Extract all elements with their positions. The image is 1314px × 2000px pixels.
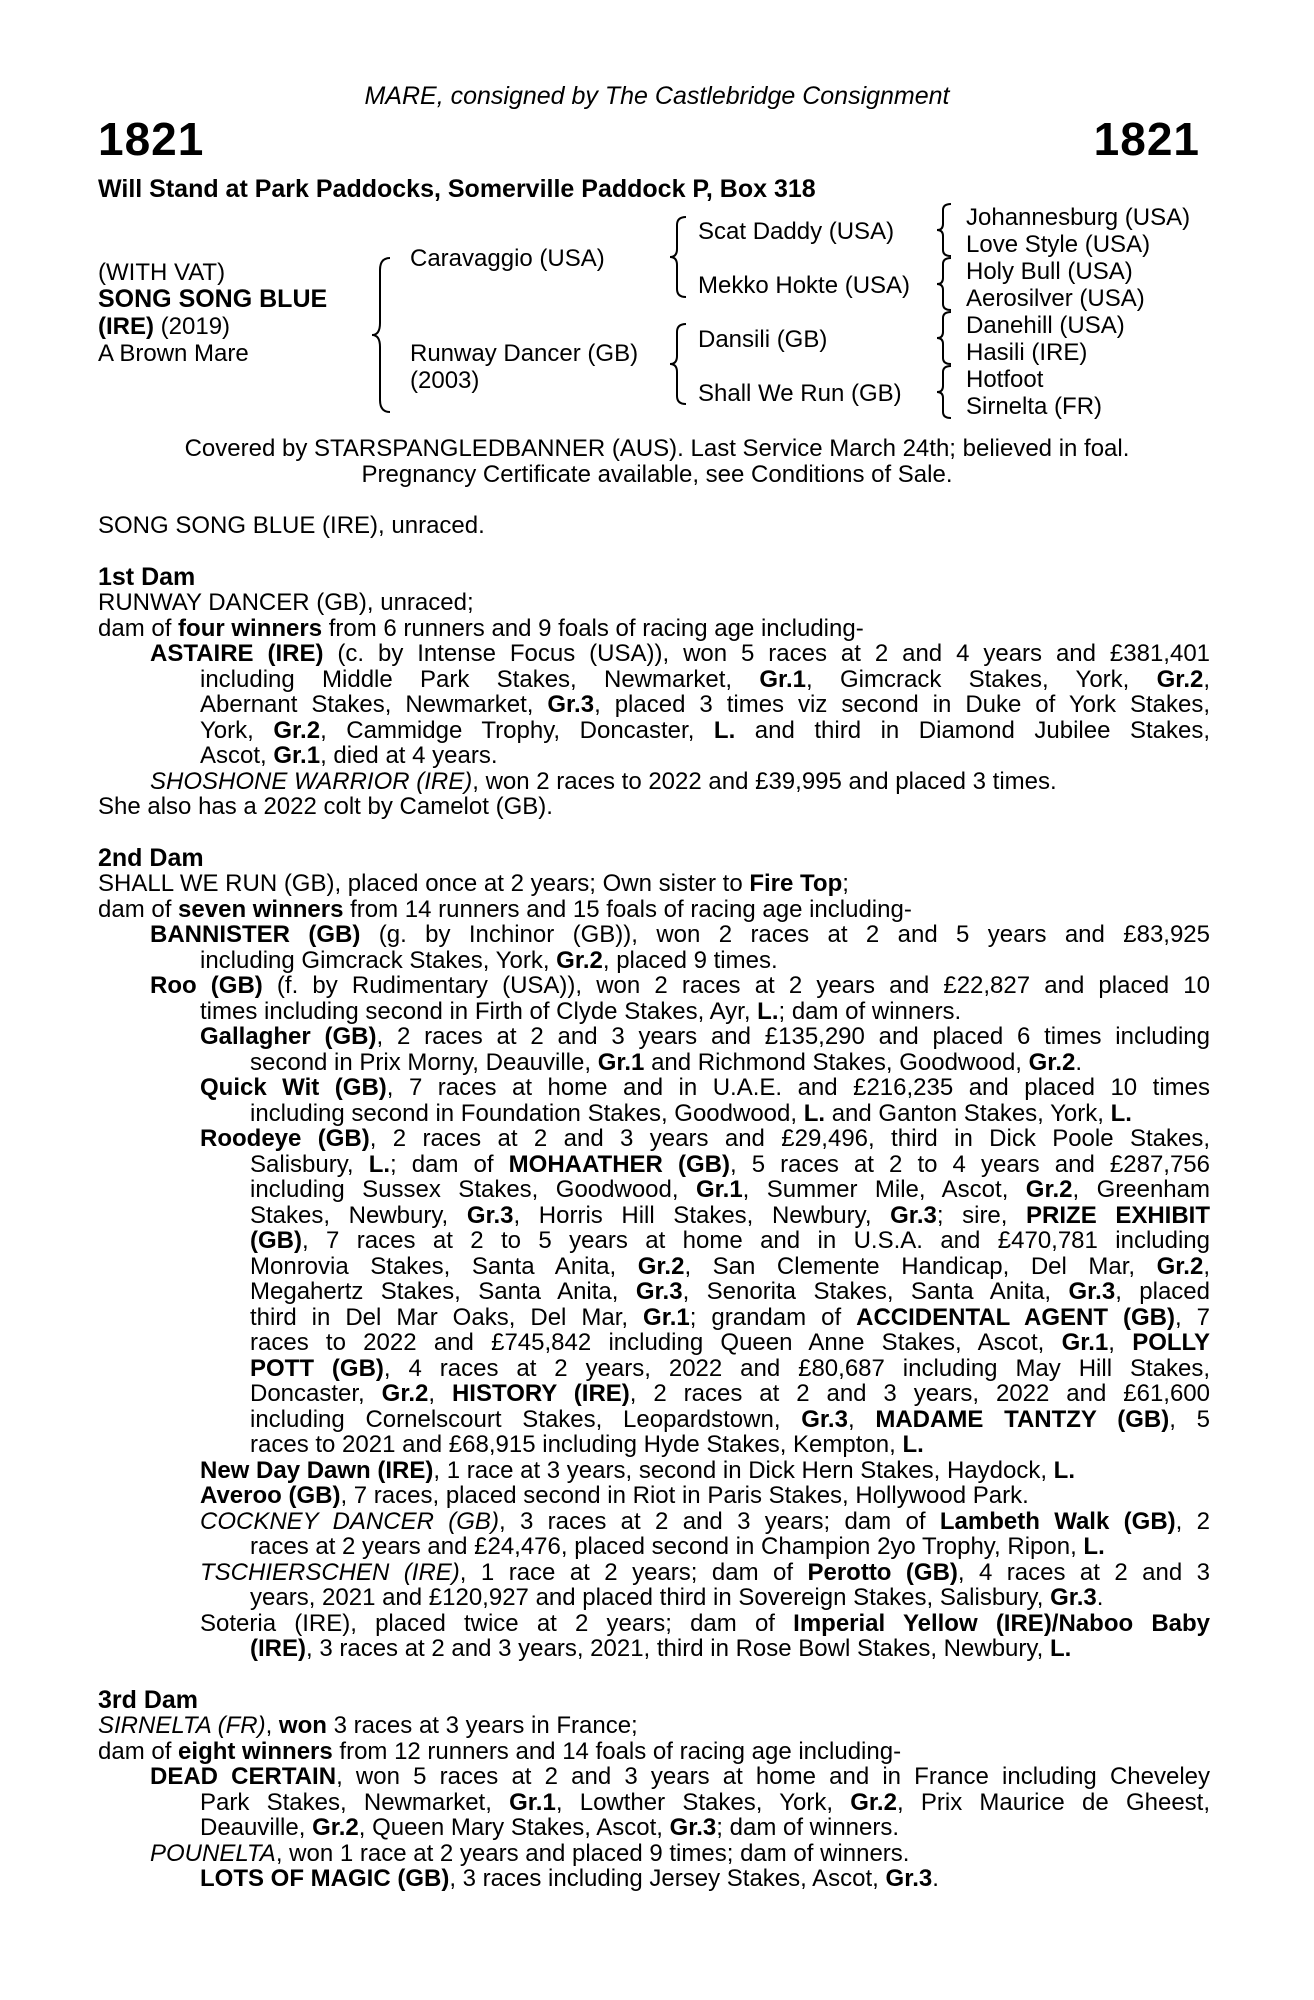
pedigree-ssd: Love Style (USA) <box>966 231 1151 258</box>
soteria-entry-line2: (IRE), 3 races at 2 and 3 years, 2021, third in Rose Bowl Stakes, Newbury, L. <box>250 1635 1072 1662</box>
horse-name: SONG SONG BLUE <box>98 285 328 313</box>
pedigree-brace-dam <box>668 322 690 406</box>
astaire-entry-line5: Ascot, Gr.1, died at 4 years. <box>200 742 498 769</box>
intro-line: SONG SONG BLUE (IRE), unraced. <box>98 512 485 539</box>
roodeye-entry-line8: third in Del Mar Oaks, Del Mar, Gr.1; grandam of ACCIDENTAL AGENT (GB), 7 <box>250 1303 1210 1331</box>
roodeye-entry-line6: Monrovia Stakes, Santa Anita, Gr.2, San Clemente Handicap, Del Mar, Gr.2, <box>250 1252 1210 1280</box>
pedigree-sire-dam: Mekko Hokte (USA) <box>698 272 911 299</box>
roo-entry-line2: times including second in Firth of Clyde Stakes, Ayr, L.; dam of winners. <box>200 997 962 1025</box>
roodeye-entry-line5: (GB), 7 races at 2 to 5 years at home and in U.S.A. and £470,781 including <box>250 1227 1210 1254</box>
bannister-entry-line2: including Gimcrack Stakes, York, Gr.2, placed 9 times. <box>200 946 778 974</box>
dead-certain-entry-line3: Deauville, Gr.2, Queen Mary Stakes, Ascot, Gr.3; dam of winners. <box>200 1814 900 1841</box>
pedigree-sdd: Aerosilver (USA) <box>966 285 1145 312</box>
astaire-entry-line4: York, Gr.2, Cammidge Trophy, Doncaster, L. and third in Diamond Jubilee Stakes, <box>200 716 1211 744</box>
tschierschen-entry-line2: years, 2021 and £120,927 and placed third in Sovereign Stakes, Salisbury, Gr.3. <box>250 1584 1104 1611</box>
dead-certain-entry: DEAD CERTAIN, won 5 races at 2 and 3 years at home and in France including Cheveley <box>150 1763 1210 1790</box>
roodeye-entry-line3: including Sussex Stakes, Goodwood, Gr.1, Summer Mile, Ascot, Gr.2, Greenham <box>250 1176 1210 1203</box>
third-dam-heading: 3rd Dam <box>98 1685 199 1714</box>
stand-location: Will Stand at Park Paddocks, Somerville Paddock P, Box 318 <box>98 175 816 203</box>
roodeye-entry: Roodeye (GB), 2 races at 2 and 3 years and £29,496, third in Dick Poole Stakes, <box>200 1125 1210 1152</box>
horse-origin-year: (IRE) (2019) <box>98 313 231 340</box>
second-dam-record: dam of seven winners from 14 runners and 15 foals of racing age including- <box>98 895 912 923</box>
vat-label: (WITH VAT) <box>98 259 226 286</box>
lot-number-right: 1821 <box>1093 113 1200 165</box>
pedigree-sss: Johannesburg (USA) <box>966 204 1191 231</box>
first-dam-heading: 1st Dam <box>98 562 196 591</box>
tschierschen-entry: TSCHIERSCHEN (IRE), 1 race at 2 years; dam of Perotto (GB), 4 races at 2 and 3 <box>200 1558 1211 1586</box>
roodeye-entry-line2: Salisbury, L.; dam of MOHAATHER (GB), 5 races at 2 to 4 years and £287,756 <box>250 1150 1210 1178</box>
second-dam-heading: 2nd Dam <box>98 843 204 872</box>
gallagher-entry-line2: second in Prix Morny, Deauville, Gr.1 and Richmond Stakes, Goodwood, Gr.2. <box>250 1048 1083 1076</box>
pedigree-ddd: Sirnelta (FR) <box>966 393 1103 420</box>
pounelta-entry: POUNELTA, won 1 race at 2 years and placed 9 times; dam of winners. <box>150 1839 910 1867</box>
pedigree-sds: Holy Bull (USA) <box>966 258 1133 285</box>
second-dam-line: SHALL WE RUN (GB), placed once at 2 years; Own sister to Fire Top; <box>98 870 849 897</box>
pregnancy-note: Pregnancy Certificate available, see Conditions of Sale. <box>361 461 953 488</box>
gallagher-entry: Gallagher (GB), 2 races at 2 and 3 years and £135,290 and placed 6 times including <box>200 1023 1211 1050</box>
pedigree-brace-dd <box>935 364 955 420</box>
pedigree-dam: Runway Dancer (GB) <box>410 340 639 367</box>
pedigree-dam-year: (2003) <box>410 367 480 394</box>
third-dam-record: dam of eight winners from 12 runners and 14 foals of racing age including- <box>98 1737 902 1765</box>
roodeye-entry-line9: races to 2022 and £745,842 including Queen Anne Stakes, Ascot, Gr.1, POLLY <box>250 1329 1211 1356</box>
soteria-entry: Soteria (IRE), placed twice at 2 years; dam of Imperial Yellow (IRE)/Naboo Baby <box>200 1609 1211 1637</box>
pedigree-sire-sire: Scat Daddy (USA) <box>698 218 895 245</box>
quick-wit-entry: Quick Wit (GB), 7 races at home and in U.A.E. and £216,235 and placed 10 times <box>200 1074 1210 1101</box>
pedigree-dss: Danehill (USA) <box>966 312 1125 339</box>
pedigree-dsd: Hasili (IRE) <box>966 339 1088 366</box>
pedigree-brace-sire <box>668 215 690 299</box>
cockney-dancer-entry: COCKNEY DANCER (GB), 3 races at 2 and 3 years; dam of Lambeth Walk (GB), 2 <box>200 1507 1210 1535</box>
roodeye-entry-line12: including Cornelscourt Stakes, Leopardstown, Gr.3, MADAME TANTZY (GB), 5 <box>250 1405 1210 1433</box>
roodeye-entry-line7: Megahertz Stakes, Santa Anita, Gr.3, Senorita Stakes, Santa Anita, Gr.3, placed <box>250 1278 1211 1305</box>
lot-number-left: 1821 <box>98 113 205 165</box>
pedigree-brace-main <box>370 255 396 415</box>
roodeye-entry-line4: Stakes, Newbury, Gr.3, Horris Hill Stakes, Newbury, Gr.3; sire, PRIZE EXHIBIT <box>250 1201 1210 1229</box>
astaire-entry: ASTAIRE (IRE) (c. by Intense Focus (USA)), won 5 races at 2 and 4 years and £381,401 <box>150 640 1211 667</box>
pedigree-dds: Hotfoot <box>966 366 1044 393</box>
roodeye-entry-line10: POTT (GB), 4 races at 2 years, 2022 and £80,687 including May Hill Stakes, <box>250 1354 1210 1382</box>
roo-entry: Roo (GB) (f. by Rudimentary (USA)), won 2 races at 2 years and £22,827 and placed 10 <box>150 972 1210 999</box>
pedigree-dam-sire: Dansili (GB) <box>698 326 828 353</box>
first-dam-line: RUNWAY DANCER (GB), unraced; <box>98 589 474 616</box>
lots-of-magic-entry: LOTS OF MAGIC (GB), 3 races including Jersey Stakes, Ascot, Gr.3. <box>200 1865 939 1892</box>
roodeye-entry-line13: races to 2021 and £68,915 including Hyde Stakes, Kempton, L. <box>250 1431 924 1458</box>
pedigree-dam-dam: Shall We Run (GB) <box>698 380 902 407</box>
first-dam-also: She also has a 2022 colt by Camelot (GB). <box>98 793 553 820</box>
covered-note: Covered by STARSPANGLEDBANNER (AUS). Last Service March 24th; believed in foal. <box>184 435 1130 462</box>
roodeye-entry-line11: Doncaster, Gr.2, HISTORY (IRE), 2 races at 2 and 3 years, 2022 and £61,600 <box>250 1380 1211 1407</box>
new-day-dawn-entry: New Day Dawn (IRE), 1 race at 3 years, second in Dick Hern Stakes, Haydock, L. <box>200 1456 1075 1484</box>
dead-certain-entry-line2: Park Stakes, Newmarket, Gr.1, Lowther Stakes, York, Gr.2, Prix Maurice de Gheest, <box>200 1788 1210 1816</box>
astaire-entry-line2: including Middle Park Stakes, Newmarket, Gr.1, Gimcrack Stakes, York, Gr.2, <box>200 665 1211 693</box>
pedigree-sire: Caravaggio (USA) <box>410 245 605 272</box>
quick-wit-entry-line2: including second in Foundation Stakes, Goodwood, L. and Ganton Stakes, York, L. <box>250 1099 1132 1127</box>
pedigree-brace-ss <box>935 202 955 258</box>
catalogue-body <box>98 513 1210 1892</box>
horse-description: A Brown Mare <box>98 340 249 367</box>
pedigree-brace-sd <box>935 256 955 312</box>
consignment-line: MARE, consigned by The Castlebridge Consignment <box>364 82 950 110</box>
astaire-entry-line3: Abernant Stakes, Newmarket, Gr.3, placed 3 times viz second in Duke of York Stakes, <box>200 691 1210 718</box>
pedigree-brace-ds <box>935 310 955 366</box>
shoshone-entry: SHOSHONE WARRIOR (IRE), won 2 races to 2022 and £39,995 and placed 3 times. <box>150 767 1057 795</box>
third-dam-line: SIRNELTA (FR), won 3 races at 3 years in France; <box>98 1712 638 1739</box>
bannister-entry: BANNISTER (GB) (g. by Inchinor (GB)), won 2 races at 2 and 5 years and £83,925 <box>150 921 1211 948</box>
first-dam-record: dam of four winners from 6 runners and 9 foals of racing age including- <box>98 614 864 642</box>
averoo-entry: Averoo (GB), 7 races, placed second in Riot in Paris Stakes, Hollywood Park. <box>200 1482 1029 1509</box>
cockney-dancer-entry-line2: races at 2 years and £24,476, placed second in Champion 2yo Trophy, Ripon, L. <box>250 1533 1105 1560</box>
